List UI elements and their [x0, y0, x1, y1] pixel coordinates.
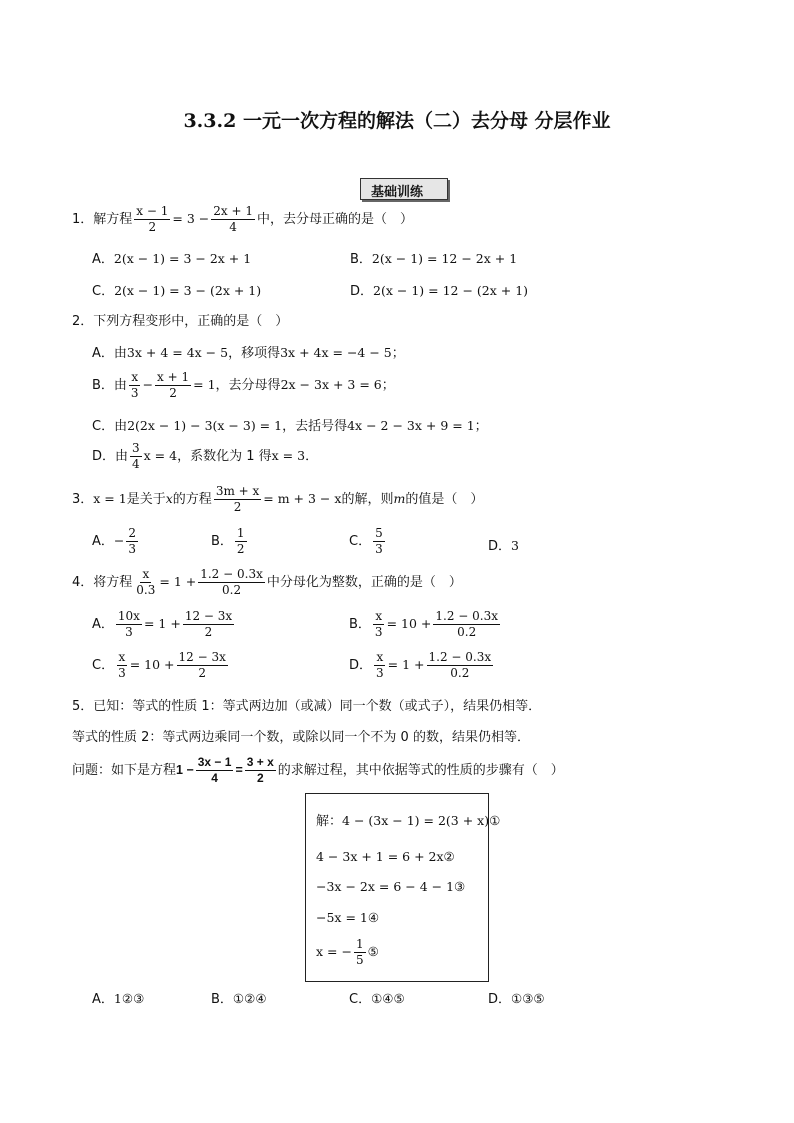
q1-eq-mid: = 3 −: [172, 211, 210, 226]
q4-option-a[interactable]: A． $\frac{10x}{3}$ = 1 + $\frac{12 - 3x}{2}$: [92, 609, 233, 639]
q2-option-d[interactable]: D．由 $\frac{3}{4}$ x = 4，系数化为 1 得x = 3．: [92, 441, 319, 471]
question-4-stem: 4．将方程 $\frac{x}{0.3}$ = 1 + $\frac{1.2 - 0.3x}{0.2}$ 中分母化为整数，正确的是（ ）: [72, 567, 462, 597]
solution-step-4: −5x = 1④: [316, 910, 380, 925]
question-5-line2: 等式的性质 2：等式两边乘同一个数，或除以同一个不为 0 的数，结果仍相等．: [72, 730, 530, 745]
q2-option-c[interactable]: C．由2(2x − 1) − 3(x − 3) = 1，去括号得4x − 2 − 3x + 9 = 1；: [92, 418, 488, 434]
q1-option-c[interactable]: C．2(x − 1) = 3 − (2x + 1): [92, 283, 262, 299]
q1-fraction-lhs: $\frac{x - 1}{2}$: [136, 204, 169, 234]
q1-suffix: 中，去分母正确的是（ ）: [256, 212, 413, 227]
q3-option-a[interactable]: A．− $\frac{2}{3}$: [92, 526, 137, 556]
q4-option-d[interactable]: D． $\frac{x}{3}$ = 1 + $\frac{1.2 - 0.3x}{0.2}$: [349, 650, 492, 680]
solution-step-3: −3x − 2x = 6 − 4 − 1③: [316, 879, 466, 894]
solution-step-2: 4 − 3x + 1 = 6 + 2x②: [316, 849, 455, 864]
question-2-stem: 2．下列方程变形中，正确的是（ ）: [72, 314, 289, 329]
q4-option-b[interactable]: B． $\frac{x}{3}$ = 10 + $\frac{1.2 - 0.3x}{0.2}$: [349, 609, 498, 639]
q5-option-c[interactable]: C．①④⑤: [349, 991, 405, 1007]
q3-option-d[interactable]: D．3: [488, 538, 519, 554]
q4-option-c[interactable]: C． $\frac{x}{3}$ = 10 + $\frac{12 - 3x}{2}$: [92, 650, 226, 680]
q1-option-b[interactable]: B．2(x − 1) = 12 − 2x + 1: [350, 251, 518, 267]
solution-step-5: x = − $\frac{1}{5}$ ⑤: [316, 937, 379, 967]
q1-prefix: 1．解方程: [72, 212, 133, 227]
section-label: 基础训练: [371, 185, 424, 200]
page-title: 3.3.2 一元一次方程的解法（二）去分母 分层作业: [183, 110, 611, 132]
q1-option-a[interactable]: A．2(x − 1) = 3 − 2x + 1: [92, 251, 252, 267]
q1-option-d[interactable]: D．2(x − 1) = 12 − (2x + 1): [350, 283, 529, 299]
question-5-line3: 问题：如下是方程1 − $\frac{3x - 1}{4}$ = $\frac{3 + x}{2}$ 的求解过程，其中依据等式的性质的步骤有（ ）: [72, 755, 564, 785]
solution-step-1: 解：4 − (3x − 1) = 2(3 + x)①: [316, 813, 501, 829]
question-5-line1: 5．已知：等式的性质 1：等式两边加（或减）同一个数（或式子），结果仍相等．: [72, 699, 542, 714]
q3-option-c[interactable]: C． $\frac{5}{3}$: [349, 526, 383, 556]
question-1-stem: [72, 204, 413, 235]
q3-option-b[interactable]: B． $\frac{1}{2}$: [211, 526, 245, 556]
q1-fraction-rhs: $\frac{2x + 1}{4}$: [213, 204, 253, 234]
q5-option-a[interactable]: A．1②③: [92, 991, 145, 1007]
section-header: [360, 178, 448, 200]
question-3-stem: 3．x = 1是关于x的方程 $\frac{3m + x}{2}$ = m + 3 − x的解，则m的值是（ ）: [72, 484, 484, 514]
q2-option-a[interactable]: A．由3x + 4 = 4x − 5，移项得3x + 4x = −4 − 5；: [92, 345, 405, 361]
q5-option-d[interactable]: D．①③⑤: [488, 991, 545, 1007]
q5-option-b[interactable]: B．①②④: [211, 991, 267, 1007]
solution-box: [305, 793, 501, 982]
q2-option-b[interactable]: B．由 $\frac{x}{3}$ − $\frac{x + 1}{2}$ = 1，去分母得2x − 3x + 3 = 6；: [92, 370, 395, 400]
